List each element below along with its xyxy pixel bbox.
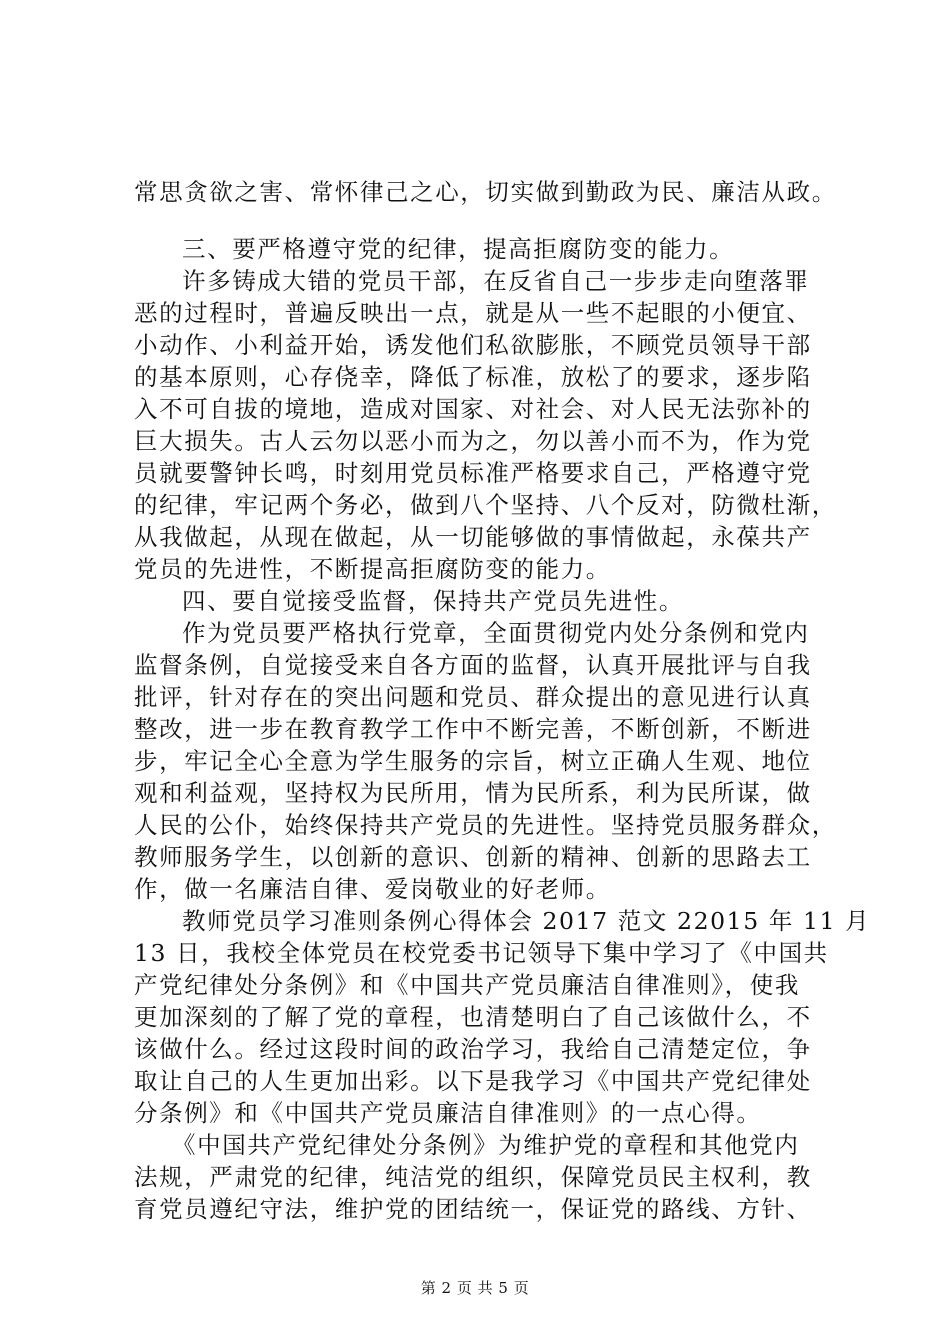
text-line: 步，牢记全心全意为学生服务的宗旨，树立正确人生观、地位 (134, 747, 812, 775)
text-line: 该做什么。经过这段时间的政治学习，我给自己清楚定位，争 (134, 1035, 812, 1063)
text-line: 作，做一名廉洁自律、爱岗敬业的好老师。 (134, 875, 611, 903)
text-line: 的纪律，牢记两个务必，做到八个坚持、八个反对，防微杜渐， (134, 491, 837, 519)
text-line: 员就要警钟长鸣，时刻用党员标准严格要求自己，严格遵守党 (134, 459, 812, 487)
text-line: 法规，严肃党的纪律，纯洁党的组织，保障党员民主权利，教 (134, 1163, 812, 1191)
text-line: 批评，针对存在的突出问题和党员、群众提出的意见进行认真 (134, 683, 812, 711)
section-heading: 三、要严格遵守党的纪律，提高拒腐防变的能力。 (182, 235, 735, 263)
text-line: 《中国共产党纪律处分条例》为维护党的章程和其他党内 (172, 1131, 800, 1159)
text-line: 小动作、小利益开始，诱发他们私欲膨胀，不顾党员领导干部 (134, 331, 812, 359)
text-line: 监督条例，自觉接受来自各方面的监督，认真开展批评与自我 (134, 651, 812, 679)
text-line: 教师服务学生，以创新的意识、创新的精神、创新的思路去工 (134, 843, 812, 871)
text-line: 更加深刻的了解了党的章程，也清楚明白了自己该做什么，不 (134, 1003, 812, 1031)
text-line: 许多铸成大错的党员干部，在反省自己一步步走向堕落罪 (182, 267, 810, 295)
section-heading: 四、要自觉接受监督，保持共产党员先进性。 (182, 587, 684, 615)
text-line: 作为党员要严格执行党章，全面贯彻党内处分条例和党内 (182, 619, 810, 647)
text-line: 的基本原则，心存侥幸，降低了标准，放松了的要求，逐步陷 (134, 363, 812, 391)
text-line: 常思贪欲之害、常怀律己之心，切实做到勤政为民、廉洁从政。 (134, 178, 837, 206)
text-line: 从我做起，从现在做起，从一切能够做的事情做起，永葆共产 (134, 523, 812, 551)
text-line: 产党纪律处分条例》和《中国共产党员廉洁自律准则》，使我 (134, 971, 800, 999)
text-line: 恶的过程时，普遍反映出一点，就是从一些不起眼的小便宜、 (134, 299, 812, 327)
text-line: 党员的先进性，不断提高拒腐防变的能力。 (134, 555, 611, 583)
text-line: 观和利益观，坚持权为民所用，情为民所系，利为民所谋，做 (134, 779, 812, 807)
text-line: 人民的公仆，始终保持共产党员的先进性。坚持党员服务群众， (134, 811, 837, 839)
text-line: 分条例》和《中国共产党员廉洁自律准则》的一点心得。 (134, 1099, 762, 1127)
text-line: 整改，进一步在教育教学工作中不断完善，不断创新，不断进 (134, 715, 812, 743)
text-line: 入不可自拔的境地，造成对国家、对社会、对人民无法弥补的 (134, 395, 812, 423)
text-line: 13 日，我校全体党员在校党委书记领导下集中学习了《中国共 (134, 939, 829, 967)
text-line: 育党员遵纪守法，维护党的团结统一，保证党的路线、方针、 (134, 1195, 812, 1223)
text-line: 取让自己的人生更加出彩。以下是我学习《中国共产党纪律处 (134, 1067, 812, 1095)
text-line: 巨大损失。古人云勿以恶小而为之，勿以善小而不为，作为党 (134, 427, 812, 455)
page-number: 第 2 页 共 5 页 (420, 1279, 530, 1297)
text-line: 教师党员学习准则条例心得体会 2017 范文 22015 年 11 月 (182, 907, 871, 935)
